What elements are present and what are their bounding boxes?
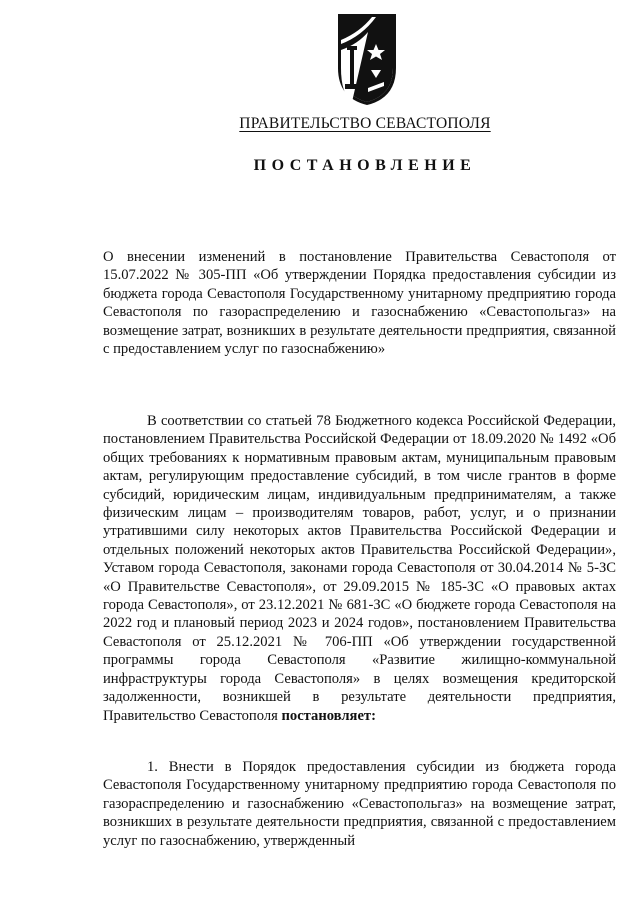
item-1-paragraph: 1. Внести в Порядок предоставления субсидии из бюджета города Севастополя Государственному унитарному предприятию города Севастополя по газораспределению и газоснабжению «Севастопольгаз» на возмещение затрат, возникших в результате деятельности предприятия, связанной с предоставлением услуг по газоснабжению, утвержденный [103,759,616,849]
document-type: ПОСТАНОВЛЕНИЕ [253,157,477,174]
document-heading: О внесении изменений в постановление Правительства Севастополя от 15.07.2022 № 305-ПП «Об утверждении Порядка предоставления субсидии из бюджета города Севастополя Государственному унитарному предприятию города Севастополя по газораспределению и газоснабжению «Севастопольгаз» на возмещение затрат, возникших в результате деятельности предприятия, связанной с предоставлением услуг по газоснабжению» [103,249,616,358]
sevastopol-coat-of-arms-icon [332,10,402,108]
preamble-paragraph [103,412,616,725]
government-title: ПРАВИТЕЛЬСТВО СЕВАСТОПОЛЯ [239,115,491,132]
preamble-text: В соответствии со статьей 78 Бюджетного кодекса Российской Федерации, постановлением Правительства Российской Федерации от 18.09.2020 № 1492 «Об общих требованиях к нормативным правовым актам, муниципальным правовым актам, регулирующим предоставление субсидий, в том числе грантов в форме субсидий, юридическим лицам, индивидуальным предпринимателям, а также физическим лицам – производителям товаров, работ, услуг, и о признании утратившими силу некоторых актов Правительства Российской Федерации и отдельных положений некоторых актов Правительства Российской Федерации», Уставом города Севастополя, законами города Севастополя от 30.04.2014 № 5-ЗС «О Правительстве Севастополя», от 29.09.2015 № 185-ЗС «О правовых актах города Севастополя», от 23.12.2021 № 681-ЗС «О бюджете города Севастополя на 2022 год и плановый период 2023 и 2024 годов», постановлением Правительства Севастополя от 25.12.2021 № 706-ПП «Об утверждении государственной программы города Севастополя «Развитие жилищно-коммунальной инфраструктуры города Севастополя» в целях возмещения кредиторской задолженности, возникшей в результате деятельности предприятия, Правительство Севастополя [103,413,616,724]
resolution-keyword: постановляет: [281,707,376,724]
